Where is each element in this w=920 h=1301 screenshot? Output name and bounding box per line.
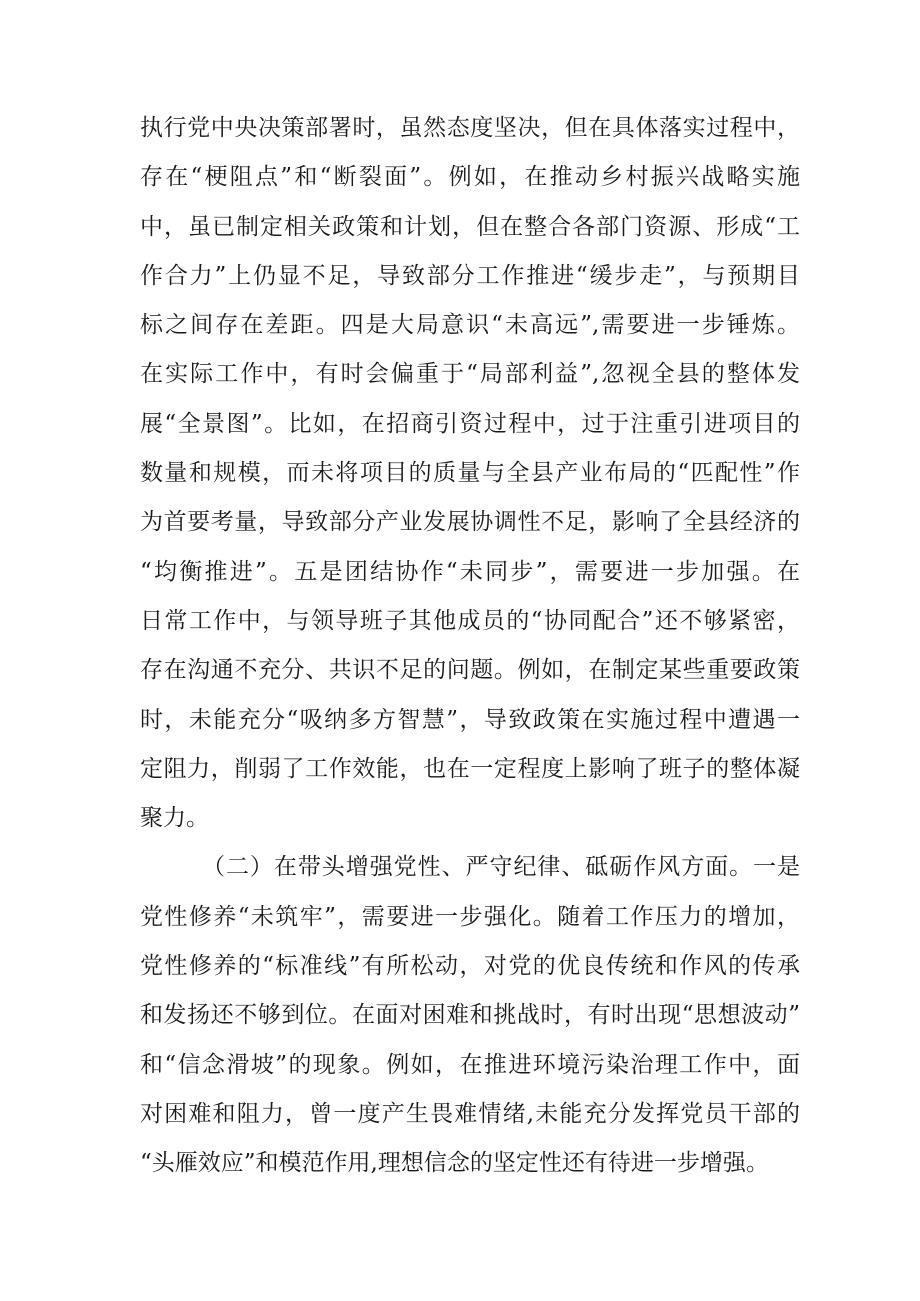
text-line: 数量和规模，而未将项目的质量与全县产业布局的“匹配性”作 [140,460,800,487]
text-line: 对困难和阻力，曾一度产生畏难情绪,未能充分发挥党员干部的 [140,1100,800,1127]
text-line: 存在“梗阻点”和“断裂面”。例如，在推动乡村振兴战略实施 [140,164,800,191]
text-line: （二）在带头增强党性、严守纪律、砥砺作风方面。一是 [202,854,800,881]
text-line: 和发扬还不够到位。在面对困难和挑战时，有时出现“思想波动” [140,1002,800,1029]
text-line: 作合力”上仍显不足，导致部分工作推进“缓步走”，与预期目 [140,262,800,289]
text-line: 党性修养“未筑牢”，需要进一步强化。随着工作压力的增加， [140,903,800,930]
text-line: 展“全景图”。比如，在招商引资过程中，过于注重引进项目的 [140,410,800,437]
text-line: 时，未能充分“吸纳多方智慧”，导致政策在实施过程中遭遇一 [140,706,800,733]
text-line: 定阻力，削弱了工作效能，也在一定程度上影响了班子的整体凝 [140,755,800,782]
text-line: 党性修养的“标准线”有所松动，对党的优良传统和作风的传承 [140,953,800,980]
text-line: 为首要考量，导致部分产业发展协调性不足，影响了全县经济的 [140,509,800,536]
text-line: 标之间存在差距。四是大局意识“未高远”,需要进一步锤炼。 [140,312,800,339]
document-body [140,104,800,1189]
text-line: 和“信念滑坡”的现象。例如，在推进环境污染治理工作中，面 [140,1051,800,1078]
text-line: 在实际工作中，有时会偏重于“局部利益”,忽视全县的整体发 [140,361,800,388]
text-line: 执行党中央决策部署时，虽然态度坚决，但在具体落实过程中， [140,115,800,141]
paragraph-1 [140,104,800,843]
paragraph-2 [140,843,800,1188]
text-line: “头雁效应”和模范作用,理想信念的坚定性还有待进一步增强。 [140,1150,769,1177]
text-line: 中，虽已制定相关政策和计划，但在整合各部门资源、形成“工 [140,213,800,240]
text-line: 存在沟通不充分、共识不足的问题。例如，在制定某些重要政策 [140,657,800,684]
text-line: 日常工作中，与领导班子其他成员的“协同配合”还不够紧密， [140,607,800,634]
text-line: “均衡推进”。五是团结协作“未同步”，需要进一步加强。在 [140,558,800,585]
text-line: 聚力。 [140,805,209,832]
